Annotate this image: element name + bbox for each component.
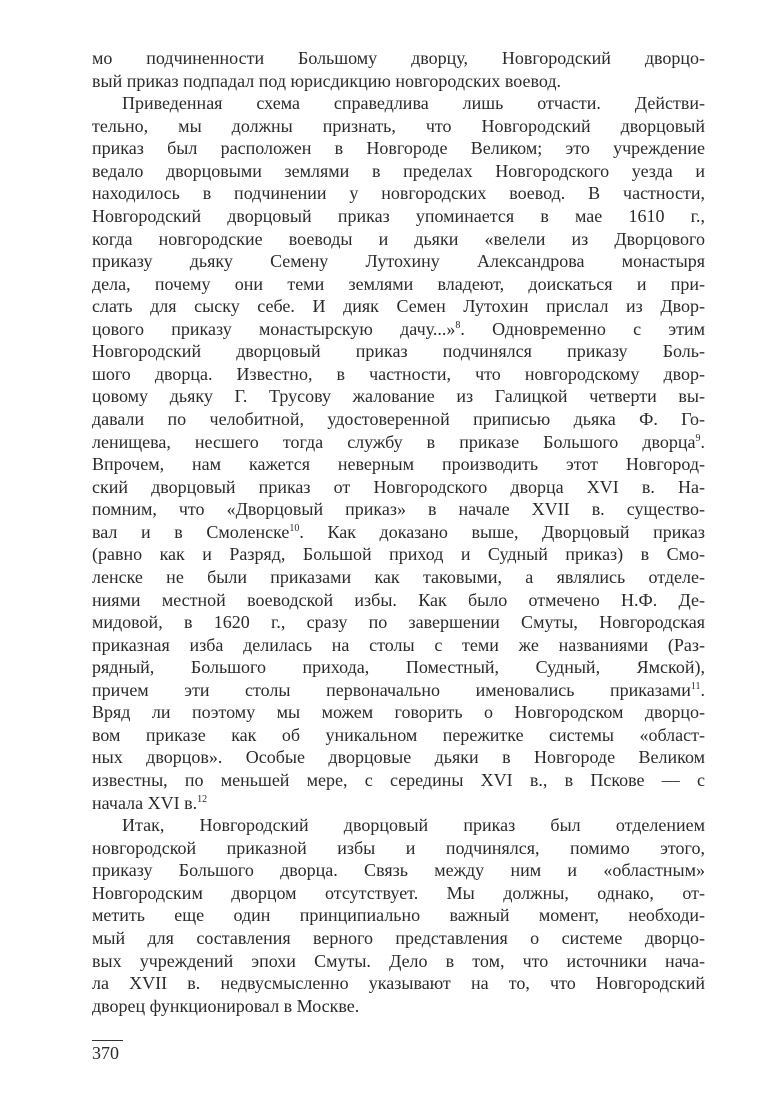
text-line [92, 137, 705, 160]
line-text: метить еще один принципиально важный момент, необходи- [92, 905, 705, 926]
text-line [92, 859, 705, 882]
text-line [92, 611, 705, 634]
line-text: вых учреждений эпохи Смуты. Дело в том, что источники нача- [92, 950, 705, 971]
line-text: цовому дьяку Г. Трусову жалование из Галицкой четверти вы- [92, 386, 705, 407]
footnote-reference: 12 [197, 793, 208, 805]
line-text: ленищева, несшего тогда службу в приказе Большого дворца [92, 431, 696, 452]
text-line [92, 972, 705, 995]
text-line [92, 160, 705, 183]
text-line [92, 295, 705, 318]
text-line [92, 385, 705, 408]
page-number-rule [92, 1040, 123, 1041]
text-line [92, 634, 705, 657]
line-text: слать для сыску себе. И дияк Семен Лутохин прислал из Двор- [92, 296, 705, 317]
text-line [92, 656, 705, 679]
line-text: рядный, Большого прихода, Поместный, Судный, Ямской), [92, 657, 705, 678]
line-text: приказу Большого дворца. Связь между ним и «областным» [92, 860, 705, 881]
line-text: вый приказ подпадал под юрисдикцию новгородских воевод. [92, 70, 562, 91]
line-text: тельно, мы должны признать, что Новгородский дворцовый [92, 115, 705, 136]
text-line [92, 543, 705, 566]
line-text: приказу дьяку Семену Лутохину Александрова монастыря [92, 251, 705, 272]
text-line [92, 363, 705, 386]
line-text: мый для составления верного представления о системе дворцо- [92, 927, 705, 948]
line-text: приказная изба делилась на столы с теми же названиями (Раз- [92, 634, 705, 655]
text-line [92, 318, 705, 341]
text-line [92, 340, 705, 363]
text-line [92, 927, 705, 950]
text-line [92, 228, 705, 251]
text-line [92, 995, 705, 1018]
line-text: ла XVII в. недвусмысленно указывают на то, что Новгородский [92, 973, 705, 994]
text-line [92, 70, 705, 93]
text-line [92, 566, 705, 589]
text-line [92, 882, 705, 905]
text-line [92, 589, 705, 612]
line-text-continued: . [700, 679, 705, 700]
footnote-reference: 8 [455, 319, 461, 331]
page-body-text [92, 47, 705, 1017]
text-line [92, 521, 705, 544]
text-line [92, 746, 705, 769]
footnote-reference: 11 [690, 680, 701, 692]
text-line [92, 814, 705, 837]
line-text: ленске не были приказами как таковыми, а являлись отделе- [92, 566, 705, 587]
text-line [92, 92, 705, 115]
text-line [92, 408, 705, 431]
line-text: Вряд ли поэтому мы можем говорить о Новгородском дворцо- [92, 702, 705, 723]
text-line [92, 904, 705, 927]
text-line [92, 498, 705, 521]
footnote-reference: 10 [289, 522, 300, 534]
line-text: Новгородским дворцом отсутствует. Мы должны, однако, от- [92, 882, 705, 903]
line-text: вал и в Смоленске [92, 521, 290, 542]
line-text: ных дворцов». Особые дворцовые дьяки в Новгороде Великом [92, 747, 705, 768]
line-text: мидовой, в 1620 г., сразу по завершении Смуты, Новгородская [92, 612, 705, 633]
line-text-continued: . Одновременно с этим [460, 318, 705, 339]
text-line [92, 769, 705, 792]
line-text: Итак, Новгородский дворцовый приказ был отделением [122, 815, 705, 836]
line-text: дворец функционировал в Москве. [92, 995, 360, 1016]
text-line [92, 273, 705, 296]
line-text: помним, что «Дворцовый приказ» в начале XVII в. существо- [92, 499, 705, 520]
text-line [92, 950, 705, 973]
text-line [92, 701, 705, 724]
line-text: причем эти столы первоначально именовались приказами [92, 679, 691, 700]
line-text: цового приказу монастырскую дачу...» [92, 318, 456, 339]
line-text: Впрочем, нам кажется неверным производить этот Новгород- [92, 454, 705, 475]
line-text-continued: . [700, 431, 705, 452]
text-line [92, 431, 705, 454]
line-text: находилось в подчинении у новгородских воевод. В частности, [92, 183, 705, 204]
text-line [92, 792, 705, 815]
line-text: дела, почему они теми землями владеют, доискаться и при- [92, 273, 705, 294]
line-text: давали по челобитной, удостоверенной приписью дьяка Ф. Го- [92, 409, 705, 429]
line-text: вом приказе как об уникальном пережитке системы «област- [92, 724, 705, 745]
line-text: (равно как и Разряд, Большой приход и Судный приказ) в Смо- [92, 544, 705, 565]
line-text: приказ был расположен в Новгороде Великом; это учреждение [92, 138, 705, 159]
line-text: новгородской приказной избы и подчинялся, помимо этого, [92, 837, 705, 858]
text-line [92, 250, 705, 273]
line-text: когда новгородские воеводы и дьяки «велели из Дворцового [92, 228, 705, 249]
line-text-continued: . Как доказано выше, Дворцовый приказ [299, 521, 705, 542]
text-line [92, 115, 705, 138]
text-line [92, 724, 705, 747]
line-text: Новгородский дворцовый приказ подчинялся приказу Боль- [92, 341, 705, 362]
text-line [92, 837, 705, 860]
line-text: известны, по меньшей мере, с середины XVI в., в Пскове — с [92, 770, 705, 790]
line-text: Новгородский дворцовый приказ упоминается в мае 1610 г., [92, 205, 705, 226]
text-line [92, 205, 705, 228]
text-line [92, 47, 705, 70]
footnote-reference: 9 [695, 432, 701, 444]
text-line [92, 476, 705, 499]
page-number: 370 [92, 1043, 119, 1063]
line-text: ведало дворцовыми землями в пределах Новгородского уезда и [92, 160, 705, 181]
text-line [92, 679, 705, 702]
line-text: мо подчиненности Большому дворцу, Новгородский дворцо- [92, 48, 705, 68]
line-text: ниями местной воеводской избы. Как было отмечено Н.Ф. Де- [92, 589, 705, 610]
line-text: ский дворцовый приказ от Новгородского дворца XVI в. На- [92, 476, 705, 497]
text-line [92, 453, 705, 476]
line-text: шого дворца. Известно, в частности, что новгородскому двор- [92, 363, 705, 384]
line-text: начала XVI в. [92, 792, 198, 813]
line-text: Приведенная схема справедлива лишь отчасти. Действи- [122, 93, 705, 114]
text-line [92, 182, 705, 205]
